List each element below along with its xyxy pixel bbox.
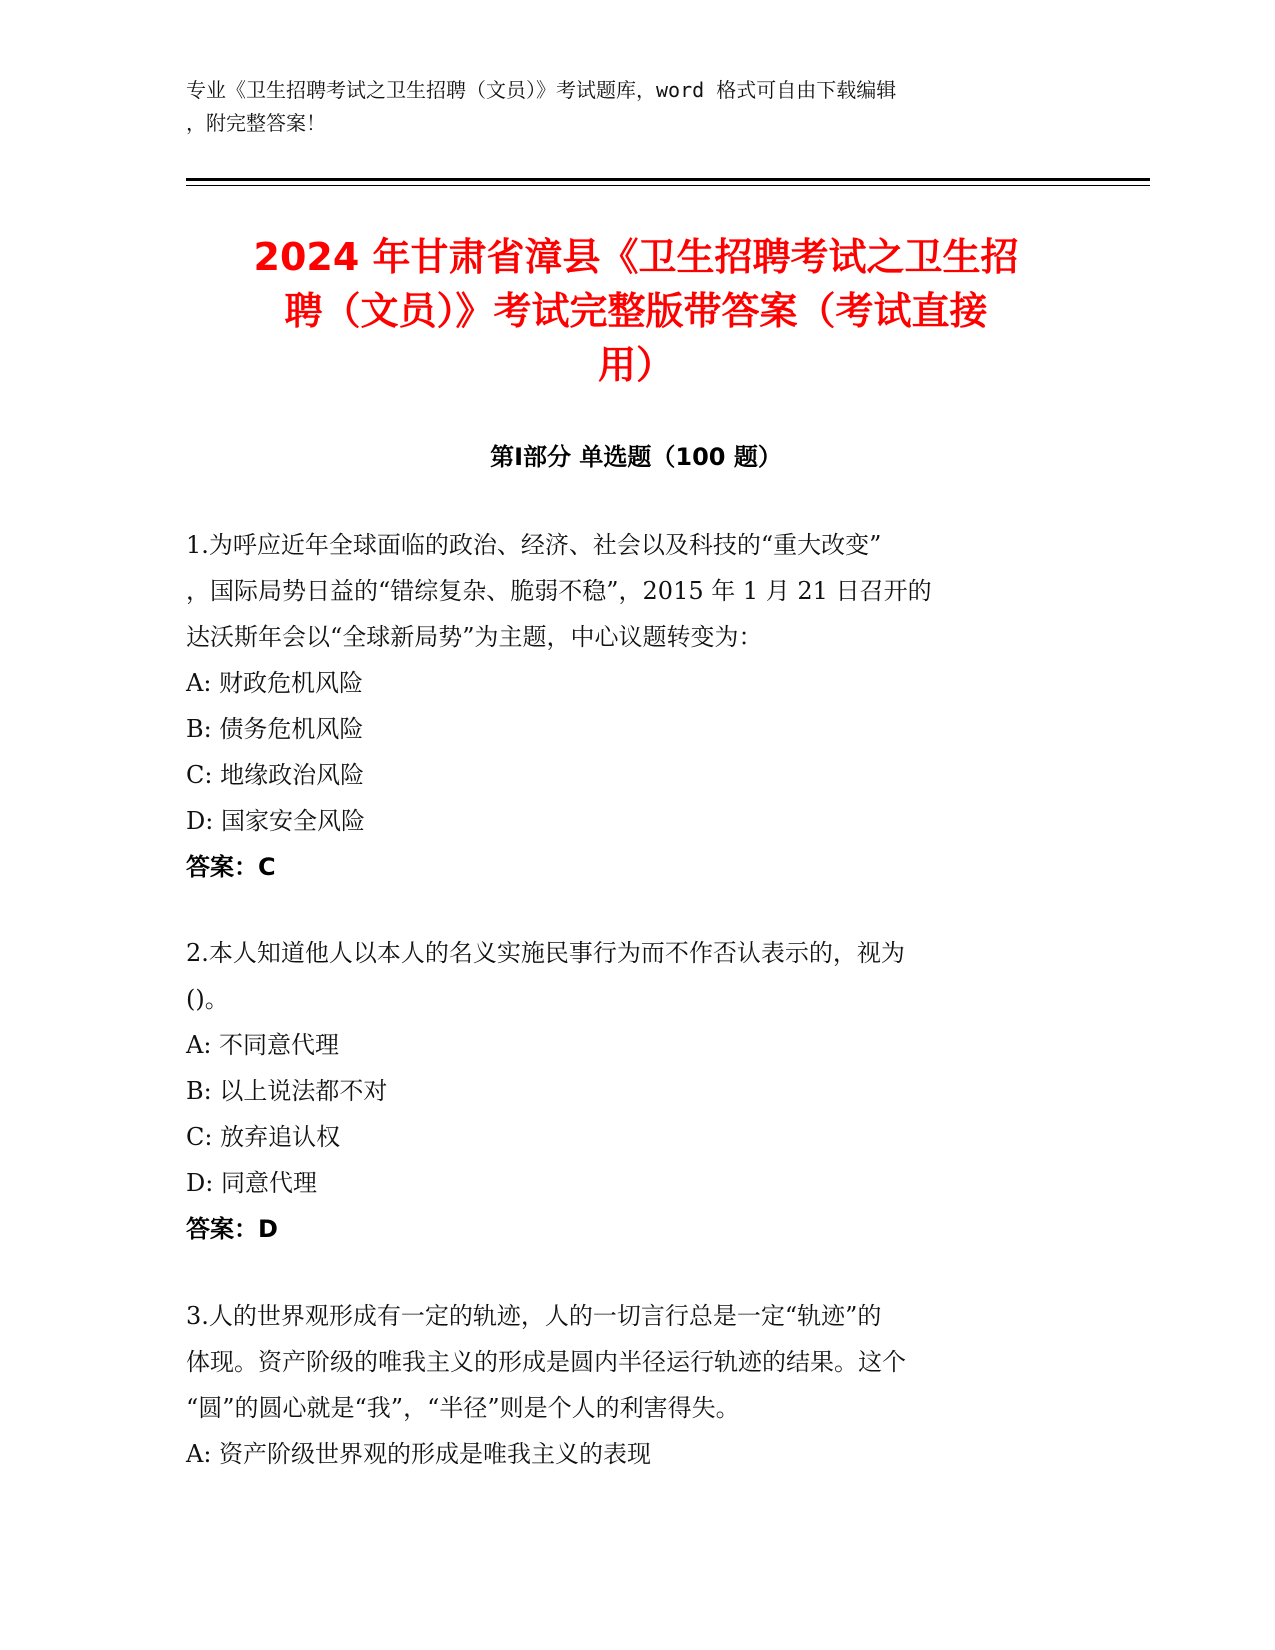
question-text: 达沃斯年会以“全球新局势”为主题，中心议题转变为： [186, 623, 763, 651]
title-line: 用） [597, 343, 674, 387]
header-divider-thick [186, 178, 1150, 181]
question-block [186, 522, 1086, 890]
answer: 答案：D [186, 1215, 278, 1243]
title-line: 2024 年甘肃省漳县《卫生招聘考试之卫生招 [253, 235, 1019, 279]
question-block [186, 930, 1086, 1252]
question-text: 2.本人知道他人以本人的名义实施民事行为而不作否认表示的，视为 [186, 939, 905, 967]
question-text: “圆”的圆心就是“我”，“半径”则是个人的利害得失。 [186, 1394, 740, 1422]
header-note-line: ，附完整答案！ [186, 111, 326, 135]
header-divider-thin [186, 185, 1150, 186]
option-a: A: 财政危机风险 [186, 669, 364, 697]
answer: 答案：C [186, 853, 276, 881]
option-a: A: 资产阶级世界观的形成是唯我主义的表现 [186, 1440, 652, 1468]
document-title [186, 230, 1086, 392]
option-b: B: 债务危机风险 [186, 715, 364, 743]
question-text: ，国际局势日益的“错综复杂、脆弱不稳”，2015 年 1 月 21 日召开的 [186, 577, 932, 605]
option-c: C: 地缘政治风险 [186, 761, 365, 789]
section-heading: 第Ⅰ部分 单选题（100 题） [490, 443, 782, 471]
question-text: ()。 [186, 985, 229, 1013]
title-line: 聘（文员）》考试完整版带答案（考试直接 [284, 289, 988, 333]
question-text: 体现。资产阶级的唯我主义的形成是圆内半径运行轨迹的结果。这个 [186, 1348, 906, 1376]
option-a: A: 不同意代理 [186, 1031, 340, 1059]
option-c: C: 放弃追认权 [186, 1123, 341, 1151]
option-d: D: 国家安全风险 [186, 807, 365, 835]
question-text: 3.人的世界观形成有一定的轨迹，人的一切言行总是一定“轨迹”的 [186, 1302, 882, 1330]
header-note [186, 74, 1066, 140]
question-text: 1.为呼应近年全球面临的政治、经济、社会以及科技的“重大改变” [186, 531, 882, 559]
header-note-line: 专业《卫生招聘考试之卫生招聘（文员）》考试题库，word 格式可自由下载编辑 [186, 78, 897, 102]
option-d: D: 同意代理 [186, 1169, 317, 1197]
option-b: B: 以上说法都不对 [186, 1077, 388, 1105]
question-block [186, 1293, 1086, 1477]
